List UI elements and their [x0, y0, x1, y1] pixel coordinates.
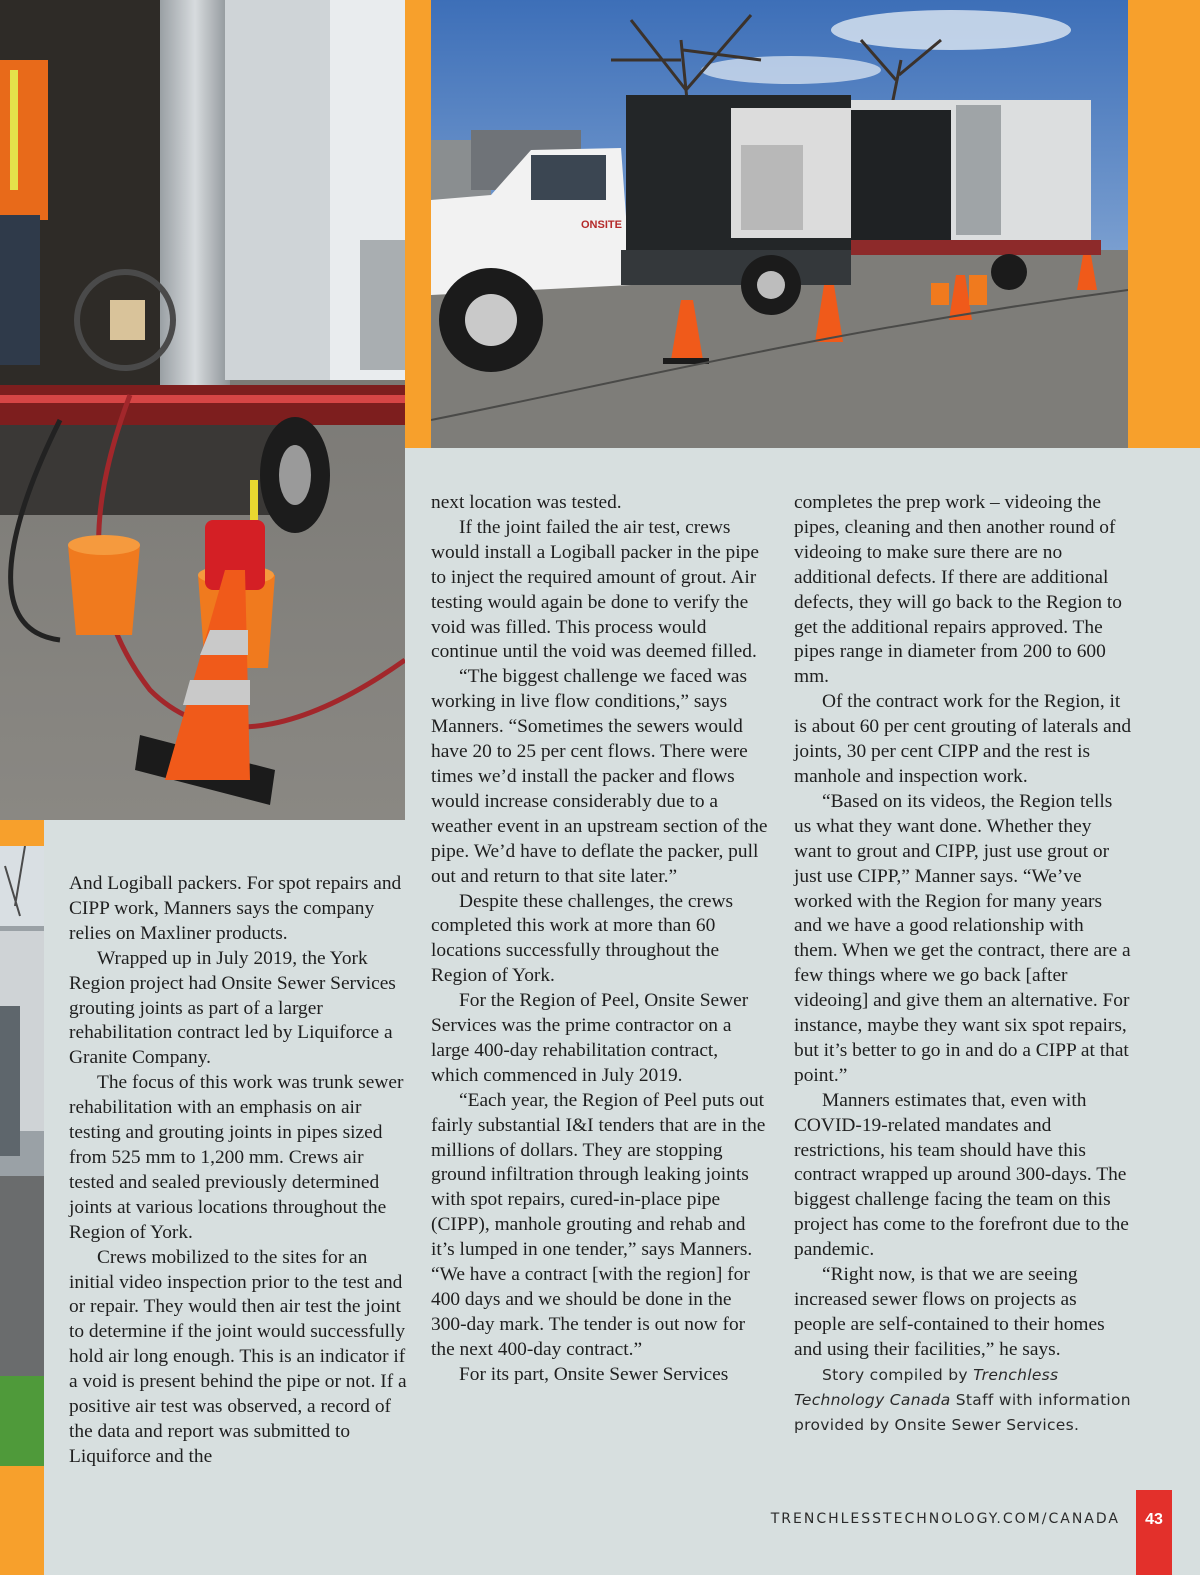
credit-prefix: Story compiled by	[822, 1365, 974, 1384]
footer-url[interactable]: TRENCHLESSTECHNOLOGY.COM/CANADA	[770, 1511, 1120, 1527]
orange-bar-left-bottom	[0, 1466, 44, 1575]
paragraph: Despite these challenges, the crews completed this work at more than 60 locations successfully throughout the Region of York.	[431, 890, 734, 987]
orange-bar-top-right	[1128, 0, 1200, 448]
text-column-1	[69, 872, 407, 1470]
photo-truck-cone	[0, 0, 405, 820]
paragraph: “Right now, is that we are seeing increased sewer flows on projects as people are self-contained to their homes and using their facilities,” he says.	[794, 1264, 1105, 1360]
credit-publication: Trenchless Technology Canada	[794, 1365, 1059, 1409]
orange-bar-top-middle	[405, 0, 431, 448]
truck-logo: ONSITE	[581, 219, 622, 231]
paragraph: And Logiball packers. For spot repairs and CIPP work, Manners says the company relies on Maxliner products.	[69, 873, 402, 944]
paragraph: Crews mobilized to the sites for an initial video inspection prior to the test and or repair. They would then air test the joint to determine if the joint would successfully hold air long enough. This is an indicator if a void is present behind the pipe or not. If a positive air test was observed, a record of the data and report was submitted to Liquiforce and the	[69, 1246, 407, 1467]
text-column-3	[794, 491, 1132, 1438]
photo-strip-left	[0, 846, 44, 1466]
paragraph: Manners estimates that, even with COVID-19-related mandates and restrictions, his team should have this contract wrapped up around 300-days. The biggest challenge facing the team on this project has come to the forefront due to the pandemic.	[794, 1089, 1129, 1261]
paragraph: Of the contract work for the Region, it is about 60 per cent grouting of laterals and joints, 30 per cent CIPP and the rest is manhole and inspection work.	[794, 691, 1132, 787]
page-number: 43	[1136, 1490, 1172, 1575]
orange-bar-left-small	[0, 820, 44, 846]
credit-suffix: Staff with information provided by Onsite Sewer Services.	[794, 1390, 1131, 1434]
paragraph: next location was tested.	[431, 492, 622, 513]
paragraph: For its part, Onsite Sewer Services	[459, 1363, 729, 1385]
paragraph: If the joint failed the air test, crews would install a Logiball packer in the pipe to inject the required amount of grout. Air testing would again be done to verify the void was filled. This process would continue until the void was deemed filled.	[431, 516, 759, 663]
paragraph: Wrapped up in July 2019, the York Region project had Onsite Sewer Services grouting joints as part of a larger rehabilitation contract led by Liquiforce a Granite Company.	[69, 947, 396, 1069]
paragraph: For the Region of Peel, Onsite Sewer Services was the prime contractor on a large 400-day rehabilitation contract, which commenced in July 2019.	[431, 990, 749, 1086]
text-column-2	[431, 491, 768, 1388]
story-credit	[794, 1363, 1132, 1438]
paragraph: completes the prep work – videoing the pipes, cleaning and then another round of videoing to make sure there are no additional defects. If there are additional defects, they will go back to the Region to get the additional repairs approved. The pipes range in diameter from 200 to 600 mm.	[794, 492, 1122, 688]
paragraph: “Each year, the Region of Peel puts out fairly substantial I&I tenders that are in the millions of dollars. They are stopping ground infiltration through leaking joints with spot repairs, cured-in-place pipe (CIPP), manhole grouting and rehab and it’s lumped in one tender,” says Manners. “We have a contract [with the region] for 400 days and we should be done in the 300-day mark. The tender is out now for the next 400-day contract.”	[431, 1089, 766, 1360]
paragraph: The focus of this work was trunk sewer rehabilitation with an emphasis on air testing and grouting joints in pipes sized from 525 mm to 1,200 mm. Crews air tested and sealed previously determined joints at various locations throughout the Region of York.	[69, 1072, 404, 1243]
photo-trucks-street	[431, 0, 1128, 448]
paragraph: “Based on its videos, the Region tells us what they want done. Whether they want to grout and CIPP, just use grout or just use CIPP,” Manner says. “We’ve worked with the Region for many years and we have a good relationship with them. When we get the contract, there are a few things where we go back [after videoing] and give them an alternative. For instance, maybe they want six spot repairs, but it’s better to go in and do a CIPP at that point.”	[794, 790, 1131, 1086]
paragraph: “The biggest challenge we faced was working in live flow conditions,” says Manners. “Sometimes the sewers would have 20 to 25 per cent flows. There were times we’d install the packer and flows would increase considerably due to a weather event in an upstream section of the pipe. We’d have to deflate the packer, pull out and return to that site later.”	[431, 666, 768, 887]
